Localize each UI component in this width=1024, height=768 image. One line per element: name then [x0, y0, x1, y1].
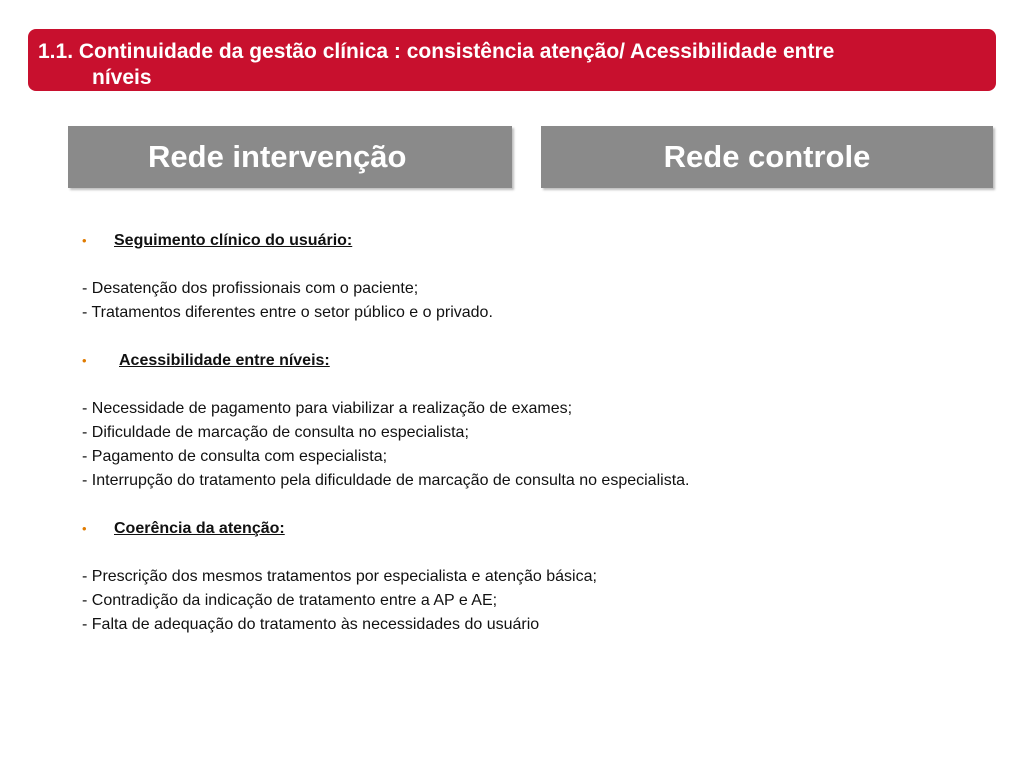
bullet-heading-row [82, 349, 982, 373]
list-item: - Tratamentos diferentes entre o setor público e o privado. [82, 304, 493, 321]
list-item: - Desatenção dos profissionais com o paciente; [82, 280, 419, 297]
bullet-icon: • [82, 521, 87, 536]
rede-intervencao-box [68, 126, 512, 188]
list-item: - Interrupção do tratamento pela dificuldade de marcação de consulta no especialista. [82, 472, 690, 489]
section-acessibilidade [82, 349, 982, 493]
title-bar [28, 29, 996, 91]
bullet-heading-row [82, 229, 982, 253]
list-item: - Falta de adequação do tratamento às necessidades do usuário [82, 616, 540, 633]
rede-controle-box [541, 126, 993, 188]
list-item: - Pagamento de consulta com especialista; [82, 448, 388, 465]
list-item: - Prescrição dos mesmos tratamentos por especialista e atenção básica; [82, 568, 597, 585]
slide-title-line2: níveis [92, 66, 152, 89]
rede-intervencao-label: Rede intervenção [148, 139, 407, 174]
bullet-icon: • [82, 233, 87, 248]
list-item: - Dificuldade de marcação de consulta no especialista; [82, 424, 469, 441]
section-seguimento [82, 229, 982, 325]
content-body [82, 229, 982, 637]
slide-title-line1: 1.1. Continuidade da gestão clínica : consistência atenção/ Acessibilidade entre [38, 40, 835, 63]
section-heading: Acessibilidade entre níveis: [119, 352, 330, 369]
section-coerencia [82, 517, 982, 637]
bullet-icon: • [82, 353, 87, 368]
list-item: - Contradição da indicação de tratamento entre a AP e AE; [82, 592, 498, 609]
rede-controle-label: Rede controle [663, 139, 871, 174]
section-heading: Seguimento clínico do usuário: [114, 232, 353, 249]
slide-title [38, 39, 996, 91]
section-heading: Coerência da atenção: [114, 520, 285, 537]
bullet-heading-row [82, 517, 982, 541]
list-item: - Necessidade de pagamento para viabilizar a realização de exames; [82, 400, 573, 417]
